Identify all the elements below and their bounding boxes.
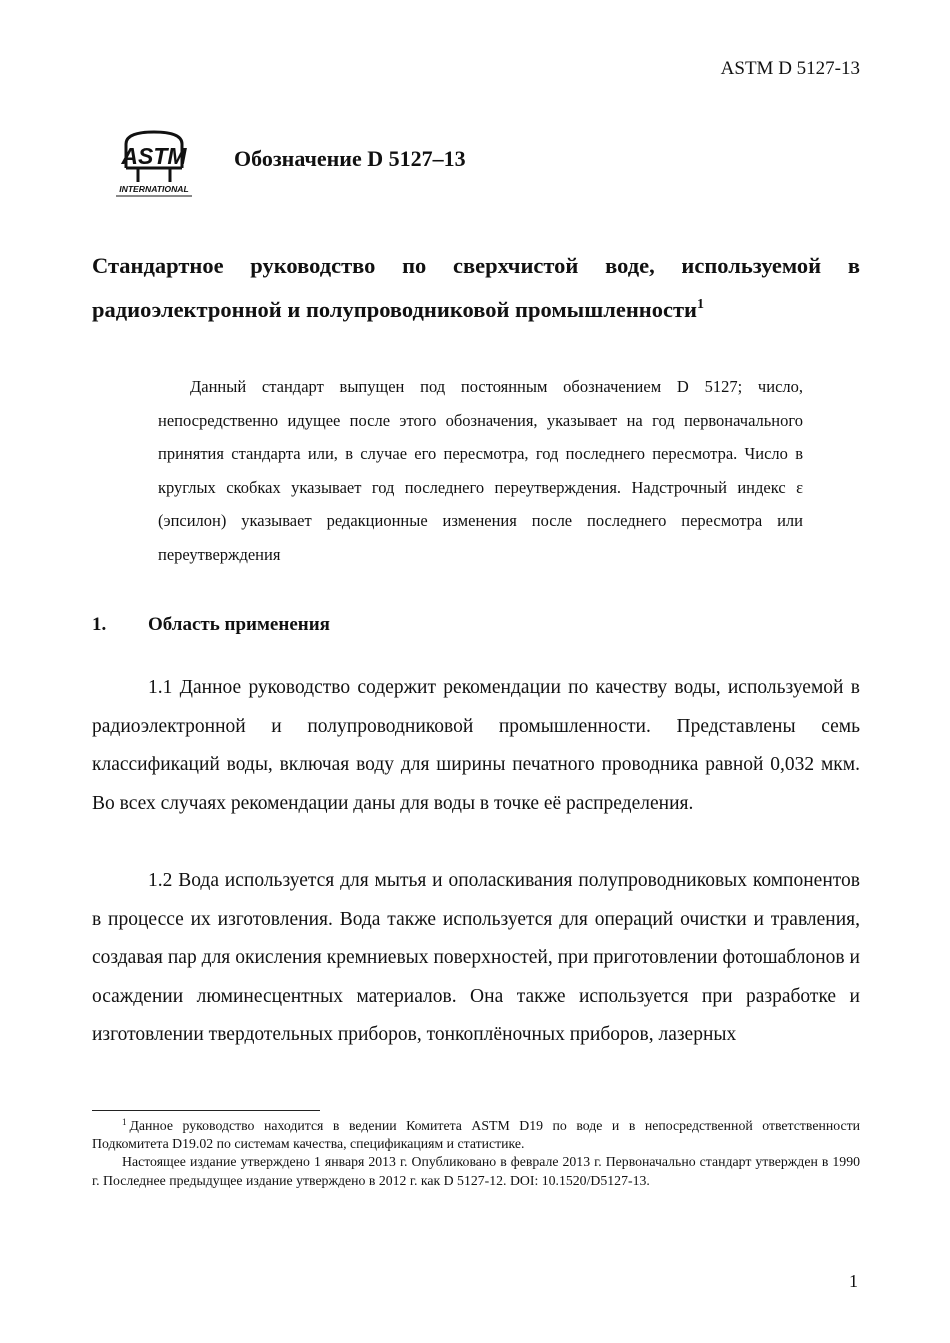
- section-heading: [92, 614, 330, 636]
- footnote-1: [92, 1117, 860, 1153]
- section-number: 1.: [92, 614, 107, 635]
- preamble-paragraph: Данный стандарт выпущен под постоянным обозначением D 5127; число, непосредственно идущее после этого обозначения, указывает на год первоначального принятия стандарта или, в случае его пересмотра, год последнего пересмотра. Число в круглых скобках указывает год последнего переутверждения. Надстрочный индекс ε (эпсилон) указывает редакционные изменения после последнего пересмотра или переутверждения: [158, 377, 803, 564]
- title-text: Стандартное руководство по сверхчистой воде, используемой в радиоэлектронной и полупроводниковой промышленности: [92, 253, 860, 322]
- paragraph-1-1: 1.1 Данное руководство содержит рекомендации по качеству воды, используемой в радиоэлектронной и полупроводниковой промышленности. Представлены семь классификаций воды, включая воду для ширины печатного проводника равной 0,032 мкм. Во всех случаях рекомендации даны для воды в точке её распределения.: [92, 677, 860, 814]
- designation-heading: Обозначение D 5127–13: [234, 146, 466, 171]
- document-title: [92, 244, 860, 332]
- paragraph-1-2: 1.2 Вода используется для мытья и ополаскивания полупроводниковых компонентов в процессе их изготовления. Вода также используется для операций очистки и травления, создавая пар для окисления кремниевых поверхностей, при приготовлении фотошаблонов и осаждении люминесцентных материалов. Она также используется при разработке и изготовлении твердотельных приборов, тонкоплёночных приборов, лазерных: [92, 870, 860, 1046]
- logo-subtitle: INTERNATIONAL: [119, 184, 189, 194]
- footnote-approval: Настоящее издание утверждено 1 января 2013 г. Опубликовано в феврале 2013 г. Первоначально стандарт утвержден в 1990 г. Последнее предыдущее издание утверждено в 2012 г. как D 5127-12. DOI: 10.1520/D5127-13.: [92, 1154, 860, 1188]
- footnote-divider: [92, 1110, 320, 1111]
- section-title: Область применения: [148, 614, 330, 635]
- astm-logo: [112, 124, 196, 200]
- page-number: 1: [849, 1271, 858, 1291]
- footnotes: [92, 1117, 860, 1190]
- logo-word: ASTM: [121, 143, 187, 169]
- footnote-mark: 1: [122, 1117, 127, 1127]
- document-code-header: ASTM D 5127-13: [720, 58, 860, 79]
- title-footnote-mark: 1: [697, 297, 705, 312]
- footnote-1-text: Данное руководство находится в ведении Комитета ASTM D19 по воде и в непосредственной ответственности Подкомитета D19.02 по системам качества, спецификациям и статистике.: [92, 1118, 860, 1152]
